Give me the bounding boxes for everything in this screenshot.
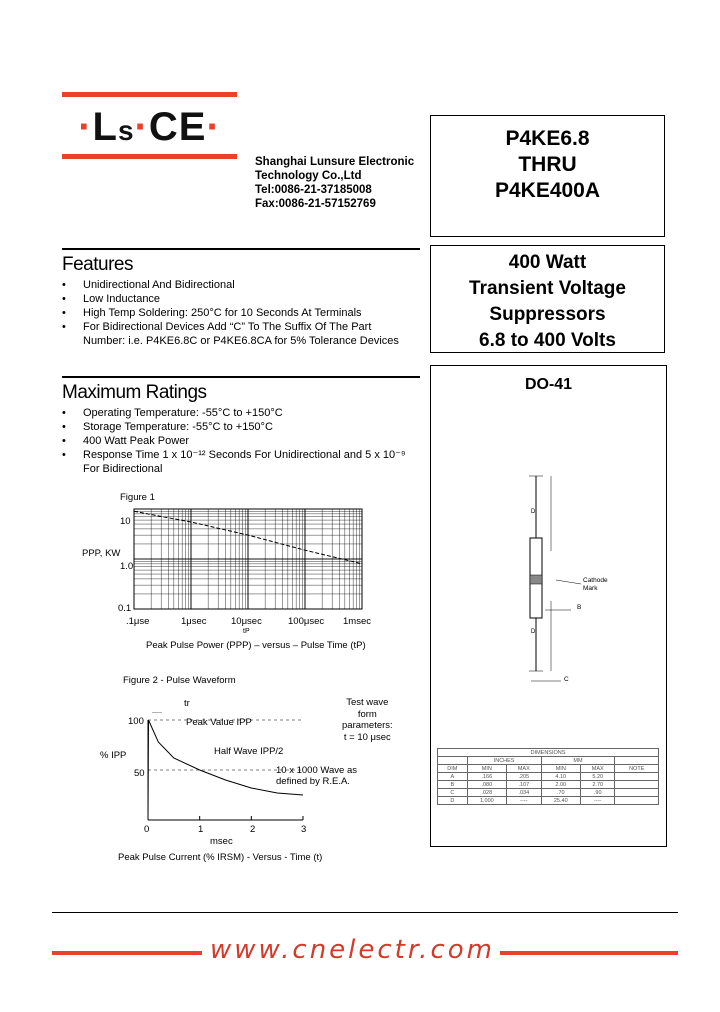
table-cell: .166: [467, 773, 506, 781]
table-cell: [615, 789, 659, 797]
dimensions-table: [437, 748, 659, 805]
part-number-1: P4KE6.8: [505, 127, 590, 150]
table-cell: B: [438, 781, 468, 789]
figure1-xunit: tP: [243, 628, 250, 635]
company-tel: Tel:0086-21-37185008: [255, 184, 372, 196]
description-line: 400 Watt: [508, 252, 587, 273]
table-cell: .080: [467, 781, 506, 789]
cathode-label: Cathode: [583, 577, 608, 584]
list-item: • Low Inductance: [62, 292, 399, 306]
table-cell: 5.20: [580, 773, 615, 781]
table-cell: 1.000: [467, 797, 506, 805]
part-number-2: P4KE400A: [494, 179, 601, 202]
figure1-xtick: 1msec: [343, 616, 371, 627]
figure2-caption: Peak Pulse Current (% IRSM) - Versus - Time (t): [118, 852, 323, 863]
dim-d-label: D: [531, 509, 536, 515]
figure2-xtick: 3: [301, 824, 307, 835]
params-line: parameters:: [342, 720, 393, 731]
logo-top-bar: [62, 92, 237, 97]
description-line: Transient Voltage: [469, 278, 626, 299]
table-cell: 2.00: [541, 781, 580, 789]
list-item: • Unidirectional And Bidirectional: [62, 278, 399, 292]
list-item: • Operating Temperature: -55°C to +150°C: [62, 406, 406, 420]
figure1-xtick: .1μse: [126, 616, 150, 627]
figure2-xtick: 1: [198, 824, 204, 835]
table-cell: [615, 781, 659, 789]
cathode-mark-label: [583, 577, 608, 593]
list-item: For Bidirectional: [83, 463, 163, 475]
table-cell: D: [438, 797, 468, 805]
table-cell: [615, 773, 659, 781]
table-header: NOTE: [615, 765, 659, 773]
table-cell: ----: [507, 797, 542, 805]
footer-rule: [52, 912, 678, 913]
features-rule: [62, 248, 420, 250]
table-cell: 2.70: [580, 781, 615, 789]
table-cell: .70: [541, 789, 580, 797]
table-header: MIN: [541, 765, 580, 773]
table-cell: 4.10: [541, 773, 580, 781]
table-row: [438, 765, 659, 773]
ratings-list: [62, 406, 406, 476]
table-row: [438, 797, 659, 805]
list-item: Number: i.e. P4KE6.8C or P4KE6.8CA for 5% Tolerance Devices: [83, 335, 399, 347]
table-row: [438, 781, 659, 789]
figure2-tr: tr: [184, 698, 190, 709]
table-cell: A: [438, 773, 468, 781]
dimensions-title: DIMENSIONS: [438, 749, 659, 757]
figure1-ytick: 1.0: [120, 561, 134, 572]
figure1-ytick: 10: [120, 516, 131, 527]
table-cell: C: [438, 789, 468, 797]
figure2-xtick: 0: [144, 824, 150, 835]
figure1-chart: [133, 508, 365, 610]
company-name: Shanghai Lunsure Electronic: [255, 156, 415, 168]
figure1-ylabel: PPP, KW: [82, 548, 121, 559]
figure2-ylabel: % IPP: [100, 750, 127, 761]
figure2-wave-label: [276, 765, 357, 787]
figure2-ytick: 50: [134, 768, 145, 779]
params-line: t = 10 μsec: [343, 731, 391, 743]
table-cell: .028: [467, 789, 506, 797]
footer-red-right: [500, 951, 678, 955]
table-header: MAX: [580, 765, 615, 773]
footer-url[interactable]: www.cnelectr.com: [210, 935, 495, 965]
figure2-params: [342, 697, 393, 743]
package-drawing: [431, 366, 664, 736]
table-header: MIN: [467, 765, 506, 773]
table-cell: [615, 797, 659, 805]
figure1-label: Figure 1: [120, 492, 155, 503]
dim-d-label-2: D: [531, 629, 536, 635]
mark-label: Mark: [583, 585, 598, 592]
params-line: Test wave: [346, 697, 389, 708]
mm-header: MM: [541, 757, 615, 765]
description-line: 6.8 to 400 Volts: [479, 330, 616, 351]
table-cell: .90: [580, 789, 615, 797]
features-list: [62, 278, 399, 348]
table-row: [438, 773, 659, 781]
ratings-rule: [62, 376, 420, 378]
table-cell: 25.40: [541, 797, 580, 805]
inches-header: INCHES: [467, 757, 541, 765]
wave-label-line: defined by R.E.A.: [276, 776, 350, 787]
list-item: • Response Time 1 x 10⁻¹² Seconds For Unidirectional and 5 x 10⁻⁹: [62, 448, 406, 462]
list-item: • For Bidirectional Devices Add “C” To The Suffix Of The Part: [62, 320, 399, 334]
logo-bottom-bar: [62, 154, 237, 159]
table-header: MAX: [507, 765, 542, 773]
figure1-ytick: 0.1: [118, 603, 132, 614]
figure2-peak-label: Peak Value IPP: [186, 717, 252, 728]
figure1-xtick: 10μsec: [231, 616, 262, 627]
wave-label-line: 10 x 1000 Wave as: [276, 765, 357, 776]
description-line: Suppressors: [489, 304, 606, 325]
ratings-heading: Maximum Ratings: [62, 382, 207, 403]
dim-b-label: B: [577, 604, 582, 611]
table-cell: .107: [507, 781, 542, 789]
figure2-xunit: msec: [210, 836, 233, 847]
part-number-thru: THRU: [518, 153, 577, 176]
list-item: • High Temp Soldering: 250°C for 10 Seconds At Terminals: [62, 306, 399, 320]
table-cell: ----: [580, 797, 615, 805]
figure1-xtick: 100μsec: [288, 616, 325, 627]
list-item: • Storage Temperature: -55°C to +150°C: [62, 420, 406, 434]
table-row: [438, 789, 659, 797]
dim-c-label: C: [564, 676, 569, 683]
params-line: form: [357, 708, 377, 720]
company-logo: ·Ls·CE·: [78, 105, 221, 149]
figure1-xlabel: Peak Pulse Power (PPP) – versus – Pulse Time (tP): [146, 640, 366, 651]
table-cell: .034: [507, 789, 542, 797]
figure1-xtick: 1μsec: [181, 616, 207, 627]
figure2-xtick: 2: [250, 824, 256, 835]
description-box: [430, 245, 665, 353]
list-item: • 400 Watt Peak Power: [62, 434, 406, 448]
figure2-half-label: Half Wave IPP/2: [214, 746, 284, 757]
package-name: DO-41: [524, 376, 573, 393]
features-heading: Features: [62, 254, 133, 275]
table-cell: .205: [507, 773, 542, 781]
company-fax: Fax:0086-21-57152769: [255, 198, 376, 210]
figure2-ytick: 100: [128, 716, 144, 727]
figure2-label: Figure 2 - Pulse Waveform: [123, 675, 236, 686]
company-name-2: Technology Co.,Ltd: [255, 170, 362, 182]
footer-red-left: [52, 951, 202, 955]
table-header: DIM: [438, 765, 468, 773]
part-number-box: [430, 115, 665, 237]
company-info: [255, 155, 414, 211]
